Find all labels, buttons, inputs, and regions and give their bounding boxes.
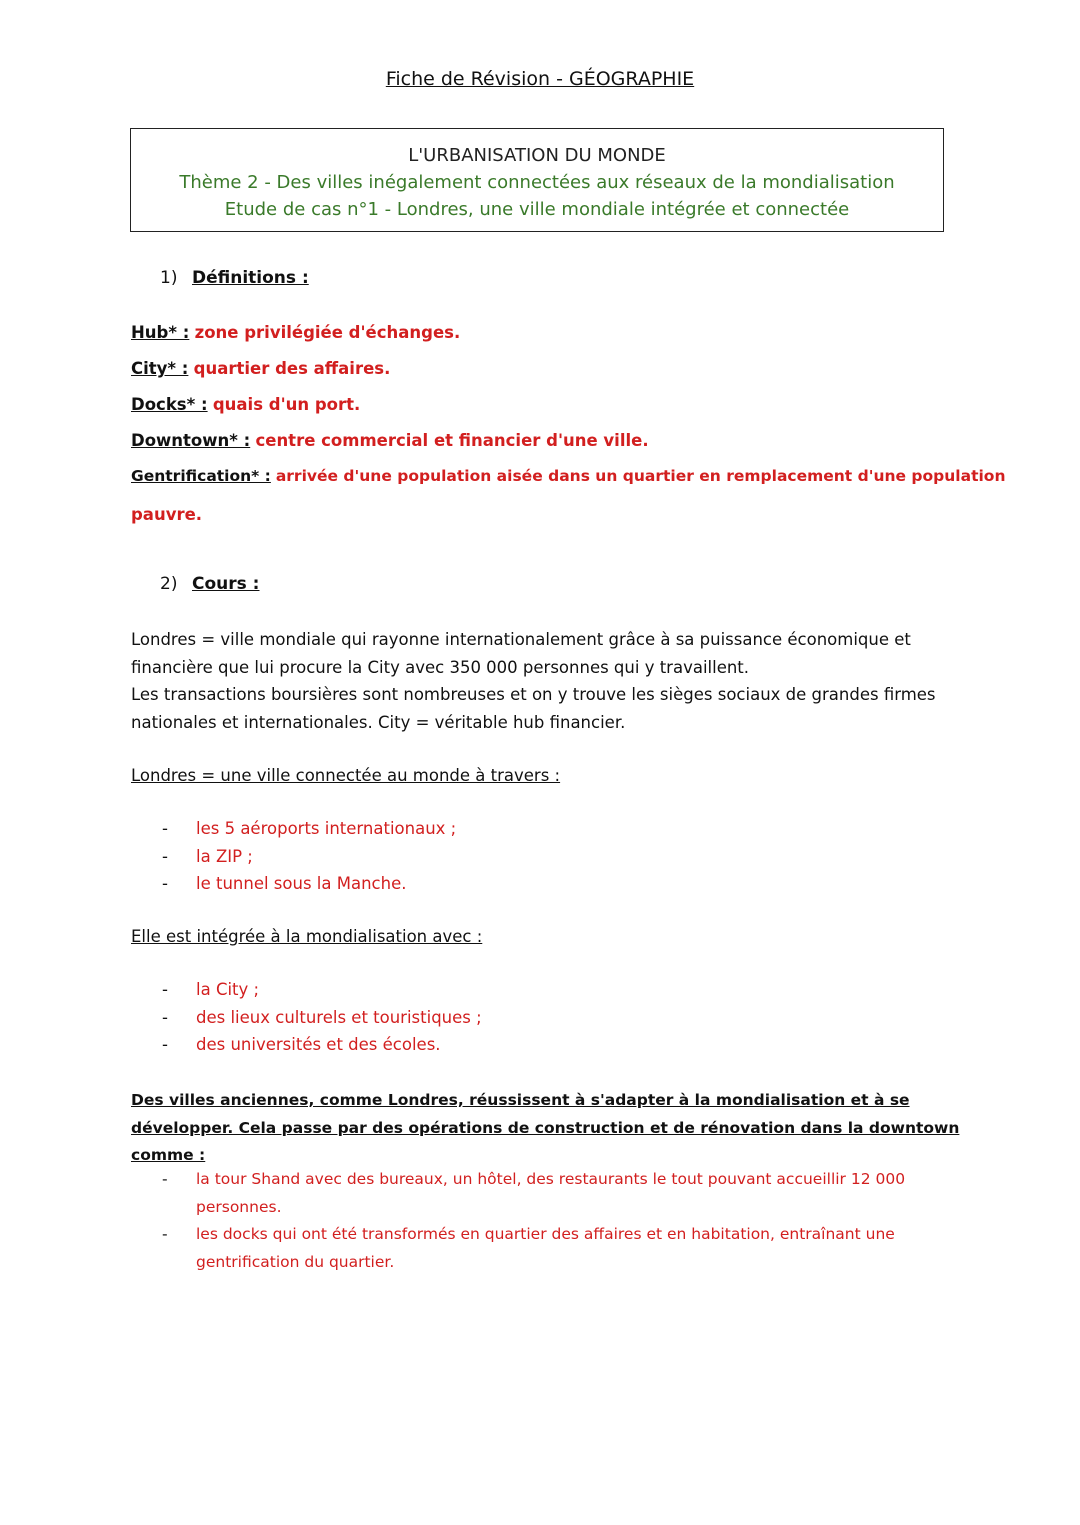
renovation-list	[162, 1166, 942, 1276]
theme-box	[130, 128, 944, 232]
connected-heading: Londres = une ville connectée au monde à travers :	[131, 766, 561, 785]
cours-paragraph-1: Londres = ville mondiale qui rayonne internationalement grâce à sa puissance économique et financière que lui procure la City avec 350 000 personnes qui y travaillent.	[131, 630, 911, 677]
box-heading: L'URBANISATION DU MONDE	[408, 145, 666, 166]
section-definitions-heading: 1) Définitions :	[160, 268, 309, 288]
list-item: - la ZIP ;	[162, 846, 253, 866]
definition-docks: Docks* : quais d'un port.	[131, 395, 361, 414]
integrated-list	[162, 976, 942, 1059]
cours-paragraph-2: Les transactions boursières sont nombreuses et on y trouve les sièges sociaux de grandes firmes nationales et internationales. City = véritable hub financier.	[131, 685, 936, 732]
list-item: - la City ;	[162, 980, 260, 999]
list-item: - des lieux culturels et touristiques ;	[162, 1007, 482, 1027]
definition-hub: Hub* : zone privilégiée d'échanges.	[131, 323, 461, 342]
adaptation-heading: Des villes anciennes, comme Londres, réussissent à s'adapter à la mondialisation et à se développer. Cela passe par des opérations de construction et de rénovation dans la downtown comme :	[131, 1091, 960, 1164]
list-item: - la tour Shand avec des bureaux, un hôtel, des restaurants le tout pouvant accueillir 12 000 personnes.	[162, 1170, 906, 1216]
list-item: - les docks qui ont été transformés en quartier des affaires et en habitation, entraînant une gentrification du quartier.	[162, 1225, 895, 1271]
connected-list	[162, 815, 942, 898]
page-title: Fiche de Révision - GÉOGRAPHIE	[385, 68, 695, 90]
integrated-heading: Elle est intégrée à la mondialisation avec :	[131, 927, 483, 946]
section-cours-heading: 2) Cours :	[160, 574, 260, 594]
box-case-study: Etude de cas n°1 - Londres, une ville mondiale intégrée et connectée	[224, 199, 850, 220]
definition-gentrification: Gentrification* : arrivée d'une population aisée dans un quartier en remplacement d'une population	[131, 467, 1006, 485]
box-theme: Thème 2 - Des villes inégalement connectées aux réseaux de la mondialisation	[179, 172, 895, 193]
definition-downtown: Downtown* : centre commercial et financier d'une ville.	[131, 431, 649, 450]
list-item: - le tunnel sous la Manche.	[162, 874, 407, 893]
definition-gentrification-cont: pauvre.	[131, 505, 203, 524]
list-item: - les 5 aéroports internationaux ;	[162, 819, 457, 838]
list-item: - des universités et des écoles.	[162, 1035, 441, 1054]
definition-city: City* : quartier des affaires.	[131, 359, 391, 378]
